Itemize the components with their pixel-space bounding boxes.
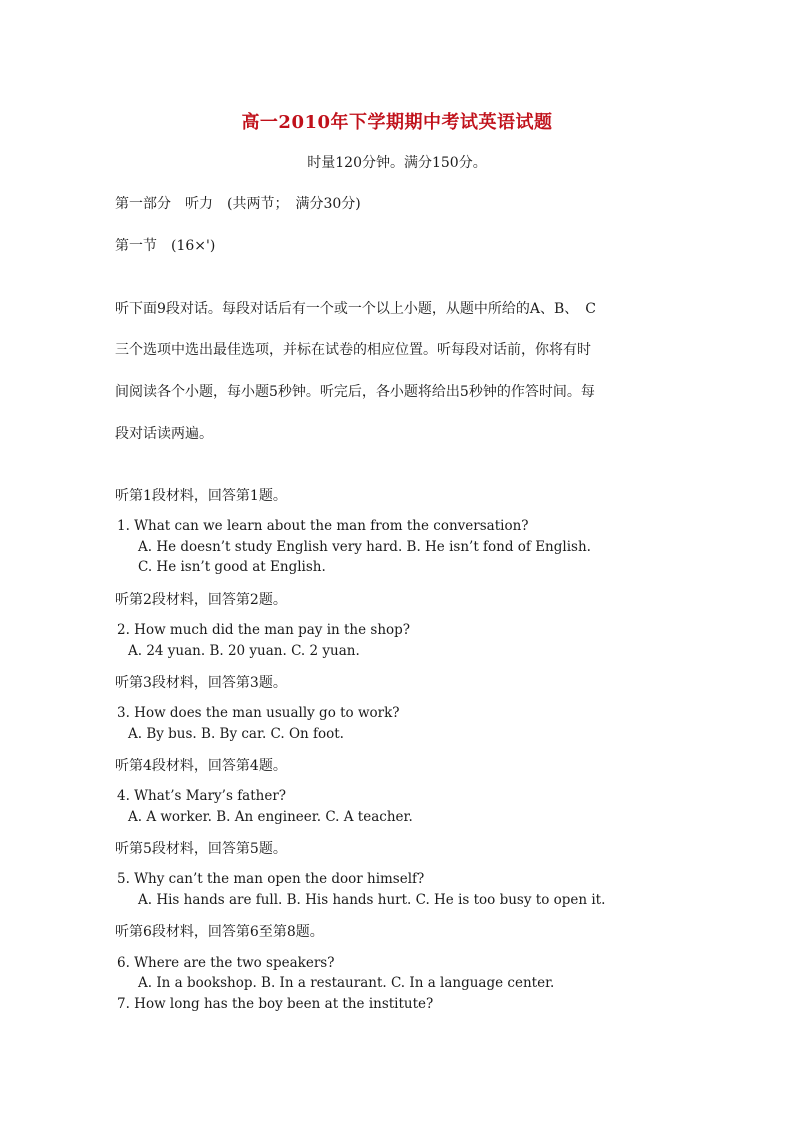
exam-title: 高一2010年下学期期中考试英语试题 [241, 112, 553, 133]
part1-heading: 第一部分 听力 (共两节； 满分30分) [115, 196, 361, 212]
listening-prompt: 听第4段材料，回答第4题。 [115, 758, 287, 774]
question-6-options: A. In a bookshop. B. In a restaurant. C. In a language center. [138, 975, 555, 991]
listening-prompt: 听第5段材料，回答第5题。 [115, 841, 287, 857]
instructions-line: 听下面9段对话。每段对话后有一个或一个以上小题，从题中所给的A、B、 C [115, 301, 597, 317]
instructions-line: 段对话读两遍。 [115, 426, 213, 442]
instructions-line: 三个选项中选出最佳选项，并标在试卷的相应位置。听每段对话前，你将有时 [115, 342, 591, 358]
question-3: 3. How does the man usually go to work? [117, 705, 400, 721]
question-1: 1. What can we learn about the man from the conversation? [117, 518, 529, 534]
section1-heading: 第一节 (16×') [115, 238, 216, 254]
question-5: 5. Why can’t the man open the door himself? [117, 871, 425, 887]
question-2: 2. How much did the man pay in the shop? [117, 622, 411, 638]
question-6: 6. Where are the two speakers? [117, 955, 335, 971]
listening-prompt: 听第3段材料，回答第3题。 [115, 675, 287, 691]
question-5-options: A. His hands are full. B. His hands hurt. C. He is too busy to open it. [138, 892, 606, 908]
instructions-line: 间阅读各个小题，每小题5秒钟。听完后，各小题将给出5秒钟的作答时间。每 [115, 384, 595, 400]
question-4-options: A. A worker. B. An engineer. C. A teacher. [128, 809, 413, 825]
question-3-options: A. By bus. B. By car. C. On foot. [128, 726, 344, 742]
listening-prompt: 听第6段材料，回答第6至第8题。 [115, 924, 324, 940]
listening-prompt: 听第1段材料，回答第1题。 [115, 488, 287, 504]
question-1-options: C. He isn’t good at English. [138, 559, 326, 575]
question-2-options: A. 24 yuan. B. 20 yuan. C. 2 yuan. [128, 643, 360, 659]
question-7: 7. How long has the boy been at the institute? [117, 996, 434, 1012]
listening-prompt: 听第2段材料，回答第2题。 [115, 592, 287, 608]
question-1-options: A. He doesn’t study English very hard. B. He isn’t fond of English. [138, 539, 591, 555]
exam-subtitle: 时量120分钟。满分150分。 [307, 155, 487, 171]
question-4: 4. What’s Mary’s father? [117, 788, 287, 804]
